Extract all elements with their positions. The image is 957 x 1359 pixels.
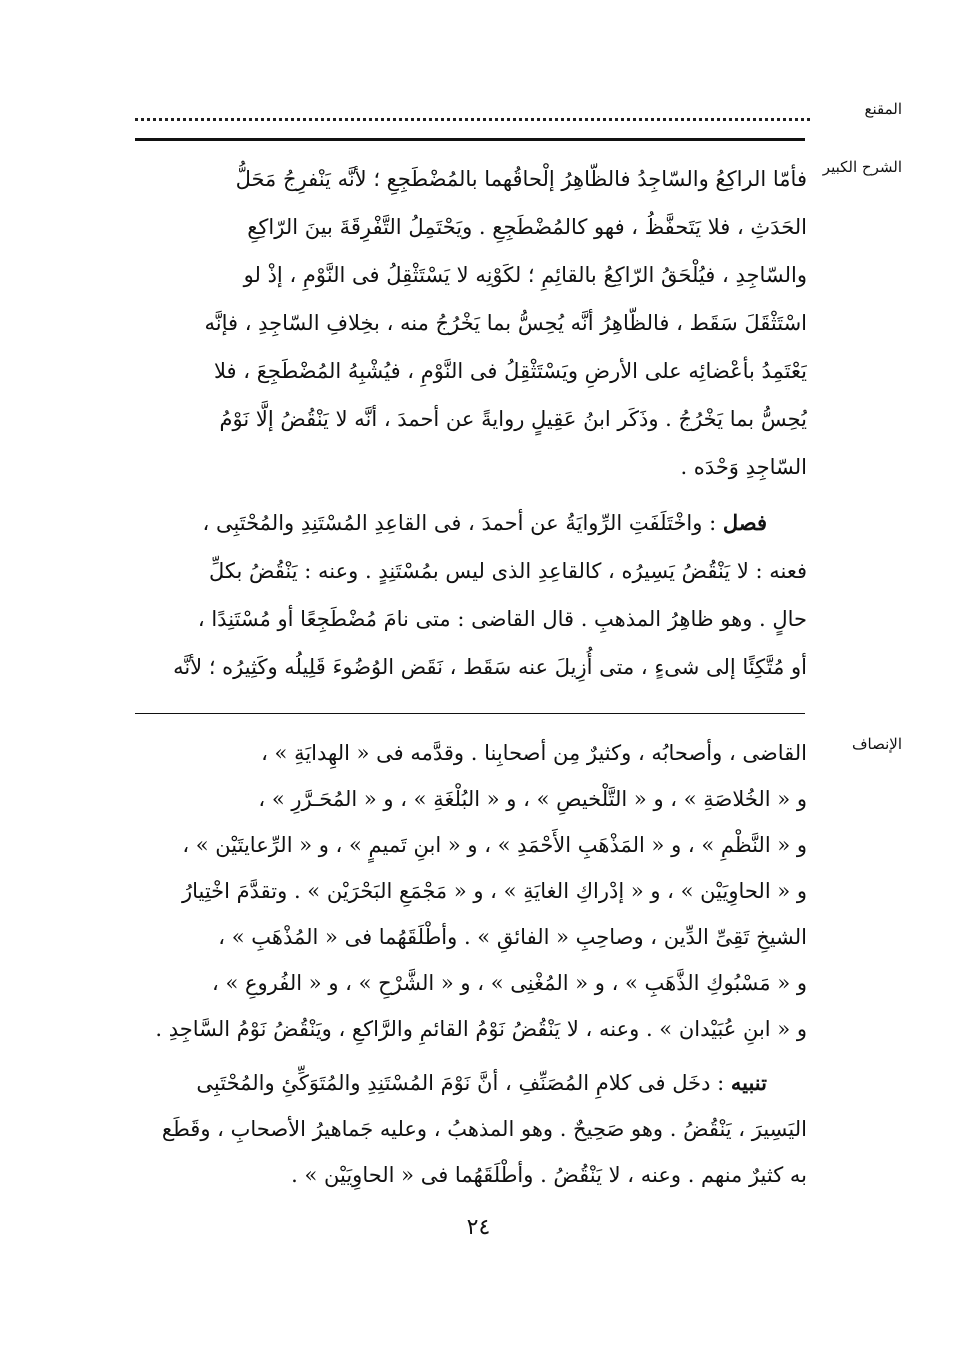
- text-line: و « ابنِ عُبَيْدان » . وعنه ، لا يَنْقُضُ نَوْمُ القائمِ والرَّاكعِ ، ويَنْقُضُ نَوْمُ السَّاجِدِ .: [155, 1017, 807, 1041]
- margin-label-sharh: الشرح الكبير: [822, 158, 902, 176]
- sharh-paragraph-1: [130, 155, 807, 491]
- sharh-paragraph-2: [130, 499, 807, 691]
- text-line: فأمّا الراكِعُ والسّاجِدُ فالظّاهِرُ إلْحاقُهما بالمُضْطَجِعِ ؛ لأنَّه يَنْفرِجُ مَحَلُّ: [235, 167, 807, 191]
- text-line: الحَدَثِ ، فلا يَتَحفَّظُ ، فهو كالمُضْطَجِعِ . ويَحْتَمِلُ التَّفْرِقَةَ بينَ الرّاكِعِ: [247, 215, 807, 239]
- text-line: اسْتَثْقَلَ سَقَط ، فالظّاهِرُ أنَّه يُحِسُّ بما يَخْرُجُ منه ، بخِلافِ السّاجِدِ ، فإنَّه: [204, 311, 807, 335]
- text-line: و « الخُلاصَةِ » ، و « التَّلْخيصِ » ، و « البُلْغَةِ » ، و « المُحَـرَّرِ » ،: [258, 787, 807, 811]
- text-line: و « الحاوِيَيْن » ، و « إدْراكِ الغايَةِ » ، و « مَجْمَعِ البَحْرَيْن » . وتقدَّمَ اخْتِيارُ: [181, 879, 807, 903]
- insaf-paragraph-1: [130, 730, 807, 1052]
- tanbih-first-line: : دخَل فى كلامِ المُصَنِّفِ ، أنَّ نَوْمَ المُسْتَنِدِ والمُتَوَكِّئِ والمُحْتَبِى: [196, 1071, 725, 1095]
- text-line: [130, 499, 807, 547]
- sharh-text-block: [130, 155, 807, 691]
- text-line: والسّاجِدِ ، فيُلْحَقُ الرّاكِعُ بالقائِمِ ؛ لكَوْنِه لا يَسْتَثْقِلُ فى النَّوْمِ ، إذْ لو: [243, 263, 807, 287]
- text-line: [130, 1060, 807, 1106]
- fasl-heading: فصل: [722, 510, 767, 535]
- insaf-paragraph-2: [130, 1060, 807, 1198]
- text-line: حالٍ . وهو ظاهِرُ المذهبِ . قال القاضى : متى نامَ مُضْطَجِعًا أو مُسْتَنِدًا ،: [197, 607, 807, 631]
- dotted-separator: [135, 106, 810, 121]
- section-rule: [135, 713, 805, 714]
- text-line: يُحِسُّ بما يَخْرُجُ . وذَكَر ابنُ عَقِيلٍ روايةً عن أحمدَ ، أنَّه لا يَنْقُضُ إلَّا نَوْمُ: [219, 407, 807, 431]
- page-number: ٢٤: [466, 1215, 491, 1240]
- fasl-first-line: : واخْتَلَفَتِ الرِّوايَةُ عن أحمدَ ، فى القاعِدِ المُسْتَنِدِ والمُحْتَبِى ،: [202, 511, 717, 535]
- text-line: اليَسِيرَ ، يَنْقُضُ . وهو صَحِيحٌ . وهو المذهبُ ، وعليه جَماهيرُ الأصحابِ ، وقَطَع: [161, 1117, 807, 1141]
- text-line: السّاجِدِ وَحْدَه .: [680, 455, 807, 479]
- text-line: أو مُتَّكِئًا إلى شىءٍ ، متى أُزِيلَ عنه سَقَط ، نَقَض الوُضُوءَ قَلِيلُه وكَثِيرُه ؛ لأنَّه: [173, 655, 807, 679]
- margin-label-insaf: الإنصاف: [851, 735, 902, 753]
- text-line: فعنه : لا يَنْقُضُ يَسِيرُه ، كالقاعِدِ الذى ليس بمُسْتَنِدٍ . وعنه : يَنْقُضُ بكلِّ: [209, 559, 807, 583]
- insaf-text-block: [130, 730, 807, 1198]
- text-line: و « النَّظْمِ » ، و « المَذْهَبِ الأَحْمَدِ » ، و « ابنِ تَميمٍ » ، و « الرِّعايتَيْن » ،: [182, 833, 807, 857]
- header-rule: [135, 138, 805, 141]
- text-line: به كثيرٌ منهم . وعنه ، لا يَنْقُضُ . وأطْلَقَهُما فى « الحاوِيَيْن » .: [291, 1163, 807, 1187]
- tanbih-heading: تنبيه: [730, 1070, 767, 1095]
- text-line: القاضى ، وأصحابُه ، وكثيرٌ مِن أصحابِنا . وقدَّمه فى « الهِدايَةِ » ،: [261, 741, 807, 765]
- text-line: يَعْتَمِدُ بأعْضائِه على الأرضِ ويَسْتَثْقِلُ فى النَّوْمِ ، فيُشْبِهُ المُضْطَجِعَ ، فلا: [214, 359, 807, 383]
- margin-label-muqni: المقنع: [864, 100, 902, 118]
- text-line: الشيخِ تَقِىِّ الدِّين ، وصاحِبِ « الفائقِ » . وأطْلَقَهُما فى « المُذْهَبِ » ،: [218, 925, 807, 949]
- text-line: و « مَسْبُوكِ الذَّهَبِ » ، و « المُغْنِى » ، و « الشَّرْحِ » ، و « الفُروعِ » ،: [212, 971, 807, 995]
